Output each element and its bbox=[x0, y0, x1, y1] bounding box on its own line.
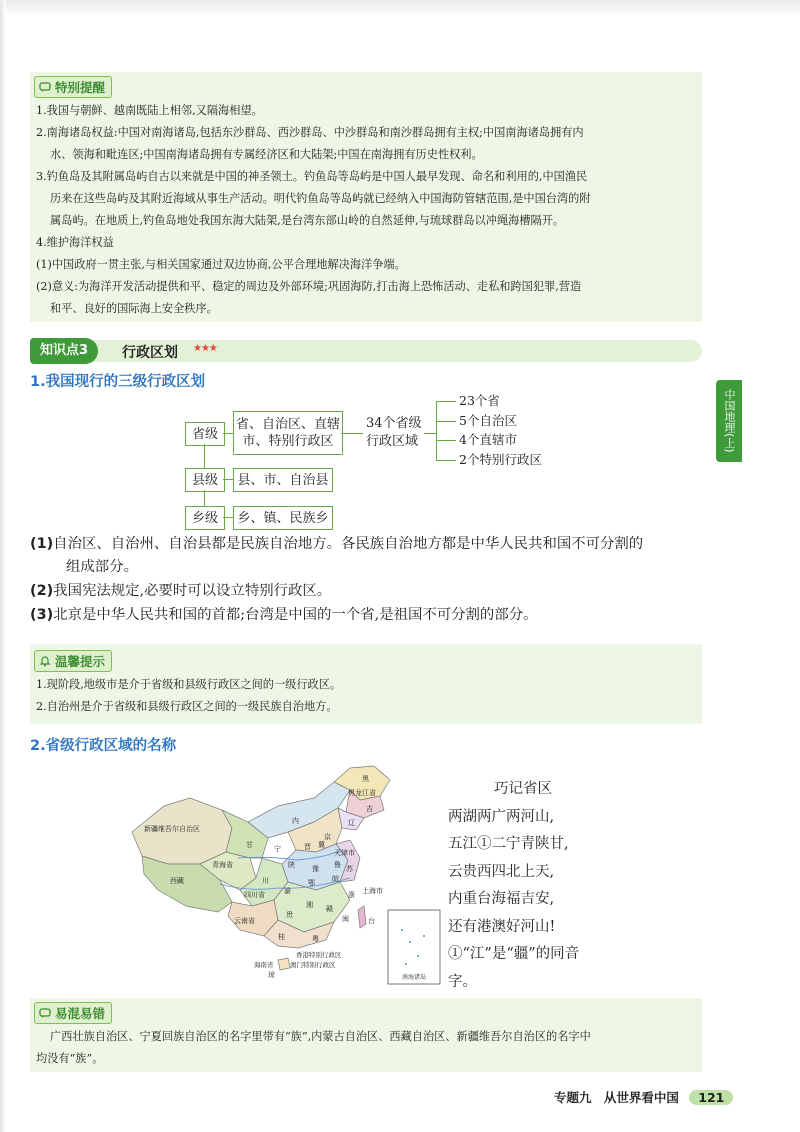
map-abbr: 甘 bbox=[246, 841, 253, 849]
tips-line: 1.我国与朝鲜、越南既陆上相邻,又隔海相望。 bbox=[36, 104, 263, 117]
map-abbr: 鲁 bbox=[334, 861, 341, 869]
map-label-tianjin: 天津市 bbox=[334, 849, 355, 857]
note-3: (3)北京是中华人民共和国的首都;台湾是中国的一个省,是祖国不可分割的部分。 bbox=[30, 607, 538, 623]
poem-footnote: 字。 bbox=[448, 973, 477, 990]
bell-icon bbox=[39, 655, 51, 667]
county-types-box: 县、市、自治县 bbox=[233, 468, 333, 492]
page-number: 121 bbox=[689, 1090, 733, 1105]
tips-line: 2.南海诸岛权益:中国对南海诸岛,包括东沙群岛、西沙群岛、中沙群岛和南沙群岛拥有主权;中国南海诸岛拥有内 bbox=[36, 126, 584, 139]
connector bbox=[223, 517, 233, 518]
poem-line: 五江①二宁青陕甘, bbox=[448, 836, 569, 852]
chat-icon bbox=[39, 81, 51, 93]
map-abbr: 粤 bbox=[312, 935, 319, 943]
confuse-box bbox=[30, 998, 702, 1072]
map-abbr: 内 bbox=[292, 817, 299, 825]
province-total-line: 行政区域 bbox=[366, 434, 419, 449]
importance-stars: ★★★ bbox=[193, 343, 217, 354]
tips-line: 水、领海和毗连区;中国南海诸岛拥有专属经济区和大陆架;中国在南海拥有历史性权利。 bbox=[50, 148, 483, 161]
map-abbr: 京 bbox=[324, 833, 331, 841]
poem-line: 两湖两广两河山, bbox=[448, 808, 555, 825]
map-label-yunnan: 云南省 bbox=[234, 917, 255, 925]
bracket-tick bbox=[436, 460, 456, 461]
map-label-qinghai: 青海省 bbox=[212, 861, 233, 869]
map-label-xizang: 西藏 bbox=[170, 877, 184, 885]
page-footer bbox=[554, 1088, 733, 1106]
map-label-hongkong: 香港特别行政区 bbox=[296, 951, 342, 959]
count-municipalities: 4个直辖市 bbox=[459, 432, 517, 447]
map-label-shanghai: 上海市 bbox=[362, 887, 383, 895]
chat-icon bbox=[39, 1007, 51, 1019]
map-abbr: 皖 bbox=[332, 875, 339, 883]
province-total-line: 34个省级 bbox=[366, 416, 422, 431]
connector bbox=[223, 433, 233, 434]
map-abbr: 黑 bbox=[362, 775, 369, 783]
china-map bbox=[128, 760, 444, 988]
chapter-side-tab[interactable] bbox=[716, 380, 742, 462]
note-2: (2)我国宪法规定,必要时可以设立特别行政区。 bbox=[30, 583, 332, 599]
side-tab-label: 中国地理(上) bbox=[723, 389, 736, 453]
connector bbox=[341, 433, 363, 434]
poem-line: 内重台海福吉安, bbox=[448, 891, 555, 907]
map-abbr: 闽 bbox=[342, 915, 349, 923]
footer-title: 从世界看中国 bbox=[603, 1090, 679, 1105]
map-abbr: 桂 bbox=[278, 933, 285, 941]
map-label-south-sea: 南海诸岛 bbox=[402, 974, 427, 981]
connector bbox=[204, 444, 205, 468]
page-fold bbox=[0, 0, 800, 16]
county-level-box: 县级 bbox=[185, 468, 225, 492]
knowledge-point-badge: 知识点3 bbox=[30, 338, 98, 364]
tips-line: (2)意义:为海洋开发活动提供和平、稳定的周边及外部环境;巩固海防,打击海上恐怖活动、走私和跨国犯罪,营造 bbox=[36, 280, 582, 293]
map-region-taiwan bbox=[358, 906, 366, 928]
map-abbr: 辽 bbox=[348, 819, 355, 827]
township-types-box: 乡、镇、民族乡 bbox=[233, 506, 333, 530]
confuse-line: 广西壮族自治区、宁夏回族自治区的名字里带有“族”,内蒙古自治区、西藏自治区、新疆维吾尔自治区的名字中 bbox=[50, 1030, 591, 1043]
warm-tip-line: 1.现阶段,地级市是介于省级和县级行政区之间的一级行政区。 bbox=[36, 678, 342, 691]
bracket-tick bbox=[436, 401, 456, 402]
tips-line: 属岛屿。在地质上,钓鱼岛地处我国东海大陆架,是台湾东部山岭的自然延伸,与琉球群岛以冲绳海槽隔开。 bbox=[50, 214, 565, 227]
map-abbr: 晋 bbox=[304, 843, 311, 851]
province-types-line: 省、自治区、直辖 bbox=[235, 417, 340, 432]
warm-tip-line: 2.自治州是介于省级和县级行政区之间的一级民族自治地方。 bbox=[36, 700, 338, 713]
map-abbr: 渝 bbox=[284, 887, 291, 895]
map-abbr: 陕 bbox=[288, 861, 295, 869]
map-abbr: 吉 bbox=[366, 805, 373, 813]
map-region-hainan bbox=[278, 958, 290, 970]
subheading-2: 2.省级行政区域的名称 bbox=[30, 738, 177, 754]
map-abbr: 琼 bbox=[268, 971, 275, 979]
tips-title: 特别提醒 bbox=[34, 76, 112, 98]
china-map-svg bbox=[128, 760, 444, 988]
confuse-line: 均没有“族”。 bbox=[36, 1052, 104, 1065]
note-1-cont: 组成部分。 bbox=[66, 559, 138, 575]
section-title: 行政区划 bbox=[122, 345, 178, 361]
map-label-sichuan: 四川省 bbox=[244, 891, 265, 899]
map-label-heilongjiang: 黑龙江省 bbox=[348, 789, 376, 797]
tips-line: (1)中国政府一贯主张,与相关国家通过双边协商,公平合理地解决海洋争端。 bbox=[36, 258, 406, 271]
map-abbr: 湘 bbox=[306, 901, 313, 909]
page-edge bbox=[0, 0, 6, 1132]
map-abbr: 宁 bbox=[274, 845, 281, 853]
bracket-tick bbox=[436, 440, 456, 441]
map-abbr: 川 bbox=[262, 877, 269, 885]
connector bbox=[204, 490, 205, 506]
tips-line: 历来在这些岛屿及其附近海域从事生产活动。明代钓鱼岛等岛屿就已经纳入中国海防管辖范围,是中国台湾的附 bbox=[50, 192, 591, 205]
poem-line: 云贵西四北上天, bbox=[448, 863, 555, 880]
warm-tip-box bbox=[30, 644, 702, 724]
bracket bbox=[436, 401, 437, 461]
map-abbr: 浙 bbox=[348, 891, 355, 899]
tips-box bbox=[30, 72, 702, 322]
province-level-box: 省级 bbox=[185, 422, 225, 446]
province-types-box bbox=[233, 411, 343, 455]
tips-line: 3.钓鱼岛及其附属岛屿自古以来就是中国的神圣领土。钓鱼岛等岛屿是中国人最早发现、命名和利用的,中国渔民 bbox=[36, 170, 588, 183]
count-sars: 2个特别行政区 bbox=[459, 452, 542, 467]
poem-title: 巧记省区 bbox=[494, 781, 552, 797]
map-abbr: 赣 bbox=[326, 905, 333, 913]
footer-topic: 专题九 bbox=[554, 1090, 592, 1105]
map-label-hainan: 海南省 bbox=[254, 961, 274, 969]
subheading-1: 1.我国现行的三级行政区划 bbox=[30, 374, 206, 390]
poem-line: 还有港澳好河山! bbox=[448, 918, 556, 935]
map-label-xinjiang: 新疆维吾尔自治区 bbox=[144, 825, 200, 833]
map-abbr: 贵 bbox=[286, 911, 293, 919]
map-abbr: 鄂 bbox=[308, 879, 315, 887]
connector bbox=[223, 479, 233, 480]
tips-line: 4.维护海洋权益 bbox=[36, 236, 114, 249]
map-label-macao: 澳门特别行政区 bbox=[290, 961, 336, 969]
connector bbox=[424, 433, 436, 434]
map-abbr: 苏 bbox=[346, 865, 353, 873]
map-abbr: 台 bbox=[368, 917, 375, 925]
province-types-line: 市、特别行政区 bbox=[242, 434, 334, 449]
township-level-box: 乡级 bbox=[185, 506, 225, 530]
confuse-title: 易混易错 bbox=[34, 1002, 112, 1024]
map-abbr: 冀 bbox=[318, 841, 325, 849]
map-abbr: 豫 bbox=[312, 865, 319, 873]
tips-line: 和平、良好的国际海上安全秩序。 bbox=[50, 302, 218, 315]
count-autonomous-regions: 5个自治区 bbox=[459, 413, 517, 428]
warm-tip-title: 温馨提示 bbox=[34, 650, 112, 672]
count-provinces: 23个省 bbox=[459, 393, 500, 408]
mnemonic-poem bbox=[448, 776, 579, 996]
bracket-tick bbox=[436, 421, 456, 422]
poem-footnote: ①“江”是“疆”的同音 bbox=[448, 946, 580, 962]
province-total bbox=[366, 415, 422, 451]
note-1: (1)自治区、自治州、自治县都是民族自治地方。各民族自治地方都是中华人民共和国不可分割的 bbox=[30, 536, 644, 552]
